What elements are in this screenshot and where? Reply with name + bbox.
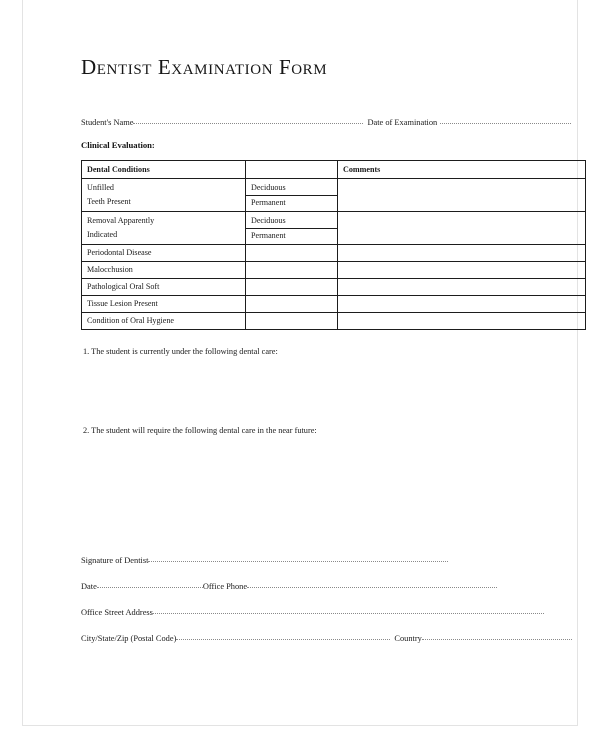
student-name-input[interactable] xyxy=(133,116,363,124)
kind-deciduous[interactable]: Deciduous xyxy=(246,214,337,229)
city-state-zip-label: City/State/Zip (Postal Code) xyxy=(81,634,177,643)
question-1: 1. The student is currently under the following dental care: xyxy=(83,347,278,356)
table-row xyxy=(82,313,586,330)
office-phone-input[interactable] xyxy=(247,580,497,588)
question-2: 2. The student will require the following dental care in the near future: xyxy=(83,426,317,435)
country-input[interactable] xyxy=(422,632,572,640)
clinical-evaluation-table xyxy=(81,160,586,330)
date-phone-row xyxy=(81,581,497,591)
kind-cell[interactable] xyxy=(246,262,338,279)
kind-deciduous[interactable]: Deciduous xyxy=(246,181,337,196)
column-header-kind xyxy=(246,161,338,179)
condition-cell-malocchusion: Malocchusion xyxy=(82,262,246,279)
student-name-label: Student's Name xyxy=(81,118,134,127)
table-row xyxy=(82,212,586,245)
condition-cell-pathological-oral-soft: Pathological Oral Soft xyxy=(82,279,246,296)
page-title: Dentist Examination Form xyxy=(81,55,328,79)
page-sheet xyxy=(22,0,578,726)
comment-cell[interactable] xyxy=(338,296,586,313)
column-header-dental-conditions: Dental Conditions xyxy=(82,161,246,179)
kind-cell[interactable] xyxy=(246,279,338,296)
comment-cell[interactable] xyxy=(338,179,586,212)
table-row xyxy=(82,279,586,296)
office-phone-label: Office Phone xyxy=(202,582,248,591)
kind-cell-group xyxy=(246,179,338,212)
date-of-examination-label: Date of Examination xyxy=(367,118,438,127)
comment-cell[interactable] xyxy=(338,313,586,330)
date-label: Date xyxy=(81,582,97,591)
city-state-zip-input[interactable] xyxy=(176,632,390,640)
condition-line-1: Unfilled xyxy=(87,183,114,192)
table-header-row xyxy=(82,161,586,179)
kind-cell[interactable] xyxy=(246,313,338,330)
condition-cell-tissue-lesion-present: Tissue Lesion Present xyxy=(82,296,246,313)
comment-cell[interactable] xyxy=(338,212,586,245)
date-input[interactable] xyxy=(97,580,203,588)
kind-cell[interactable] xyxy=(246,296,338,313)
comment-cell[interactable] xyxy=(338,245,586,262)
kind-cell-group xyxy=(246,212,338,245)
condition-line-2: Teeth Present xyxy=(87,197,131,206)
table-row xyxy=(82,262,586,279)
signature-of-dentist-input[interactable] xyxy=(148,554,448,562)
table-row xyxy=(82,245,586,262)
date-of-examination-input[interactable] xyxy=(440,116,571,124)
condition-cell-periodontal-disease: Periodontal Disease xyxy=(82,245,246,262)
clinical-evaluation-heading: Clinical Evaluation: xyxy=(81,140,155,150)
condition-cell-condition-of-oral-hygiene: Condition of Oral Hygiene xyxy=(82,313,246,330)
condition-line-1: Removal Apparently xyxy=(87,216,155,225)
table-row xyxy=(82,179,586,212)
city-country-row xyxy=(81,633,572,643)
signature-row xyxy=(81,555,448,565)
signature-of-dentist-label: Signature of Dentist xyxy=(81,556,149,565)
office-street-address-input[interactable] xyxy=(153,606,544,614)
kind-permanent[interactable]: Permanent xyxy=(251,230,286,240)
condition-line-2: Indicated xyxy=(87,230,118,239)
kind-cell[interactable] xyxy=(246,245,338,262)
student-name-row xyxy=(81,117,571,127)
office-address-row xyxy=(81,607,544,617)
comment-cell[interactable] xyxy=(338,279,586,296)
comment-cell[interactable] xyxy=(338,262,586,279)
kind-permanent[interactable]: Permanent xyxy=(251,197,286,207)
table-row xyxy=(82,296,586,313)
office-street-address-label: Office Street Address xyxy=(81,608,153,617)
column-header-comments: Comments xyxy=(338,161,586,179)
condition-cell-removal-apparently-indicated xyxy=(82,212,246,245)
country-label: Country xyxy=(394,634,422,643)
condition-cell-unfilled-teeth-present xyxy=(82,179,246,212)
page-content xyxy=(57,0,547,726)
